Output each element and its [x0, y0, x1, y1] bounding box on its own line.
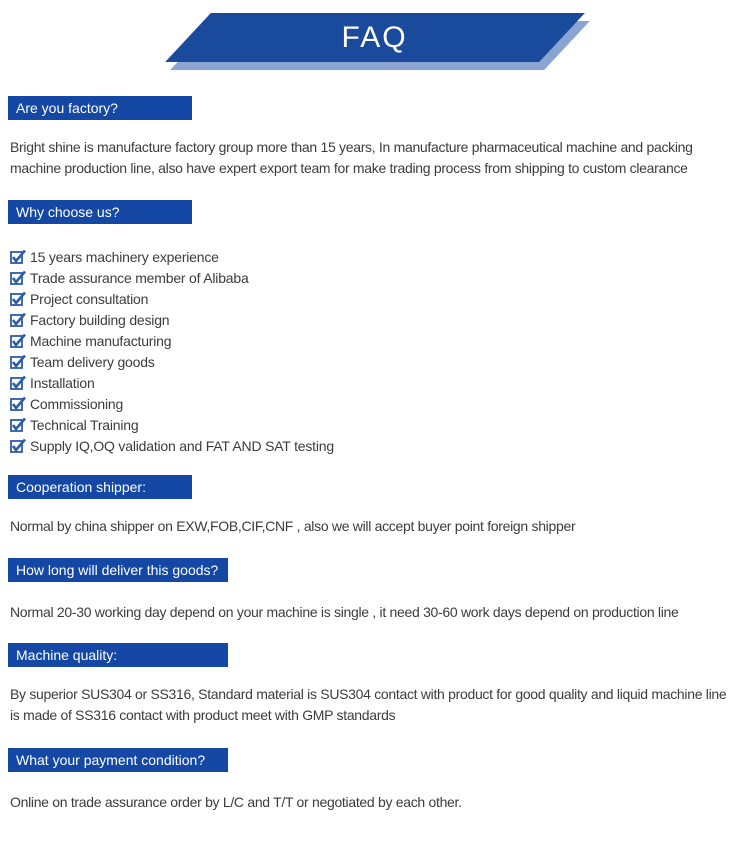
section-heading-are-you-factory: Are you factory? [8, 96, 192, 120]
section-paragraph-cooperation-shipper: Normal by china shipper on EXW,FOB,CIF,CNF , also we will accept buyer point foreign shipper [10, 518, 576, 534]
list-item-label: Factory building design [30, 311, 170, 328]
list-item-label: Installation [30, 374, 95, 391]
list-item [10, 372, 750, 393]
checkbox-checked-icon [10, 333, 27, 348]
list-item [10, 288, 750, 309]
list-item [10, 393, 750, 414]
list-item-label: 15 years machinery experience [30, 248, 219, 265]
list-item [10, 414, 750, 435]
list-item [10, 267, 750, 288]
list-item [10, 435, 750, 456]
why-choose-us-list [10, 246, 750, 456]
checkbox-checked-icon [10, 417, 27, 432]
page-title: FAQ [341, 20, 408, 54]
list-item-label: Team delivery goods [30, 353, 155, 370]
faq-banner [0, 0, 750, 82]
checkbox-checked-icon [10, 375, 27, 390]
checkbox-checked-icon [10, 291, 27, 306]
section-paragraph-machine-quality: By superior SUS304 or SS316, Standard material is SUS304 contact with product for good quality and liquid machine line is made of SS316 contact with product meet with GMP standards [10, 686, 727, 723]
section-heading-why-choose-us: Why choose us? [8, 200, 192, 224]
section-paragraph-are-you-factory: Bright shine is manufacture factory group more than 15 years, In manufacture pharmaceutical machine and packing machine production line, also have expert export team for make trading process from shipping to custom clearance [10, 139, 693, 176]
list-item-label: Commissioning [30, 395, 124, 412]
section-heading-cooperation-shipper: Cooperation shipper: [8, 475, 192, 499]
section-heading-delivery-time: How long will deliver this goods? [8, 558, 228, 582]
list-item-label: Trade assurance member of Alibaba [30, 269, 249, 286]
list-item [10, 330, 750, 351]
list-item-label: Technical Training [30, 416, 139, 433]
checkbox-checked-icon [10, 438, 27, 453]
checkbox-checked-icon [10, 312, 27, 327]
list-item-label: Project consultation [30, 290, 149, 307]
checkbox-checked-icon [10, 396, 27, 411]
list-item [10, 246, 750, 267]
list-item [10, 309, 750, 330]
list-item-label: Machine manufacturing [30, 332, 172, 349]
list-item-label: Supply IQ,OQ validation and FAT AND SAT testing [30, 437, 334, 454]
checkbox-checked-icon [10, 270, 27, 285]
checkbox-checked-icon [10, 249, 27, 264]
faq-banner-ribbon [165, 13, 585, 62]
section-heading-machine-quality: Machine quality: [8, 643, 228, 667]
section-paragraph-payment-condition: Online on trade assurance order by L/C and T/T or negotiated by each other. [10, 794, 462, 810]
section-heading-payment-condition: What your payment condition? [8, 748, 228, 772]
section-paragraph-delivery-time: Normal 20-30 working day depend on your machine is single , it need 30-60 work days depend on production line [10, 604, 679, 620]
list-item [10, 351, 750, 372]
checkbox-checked-icon [10, 354, 27, 369]
